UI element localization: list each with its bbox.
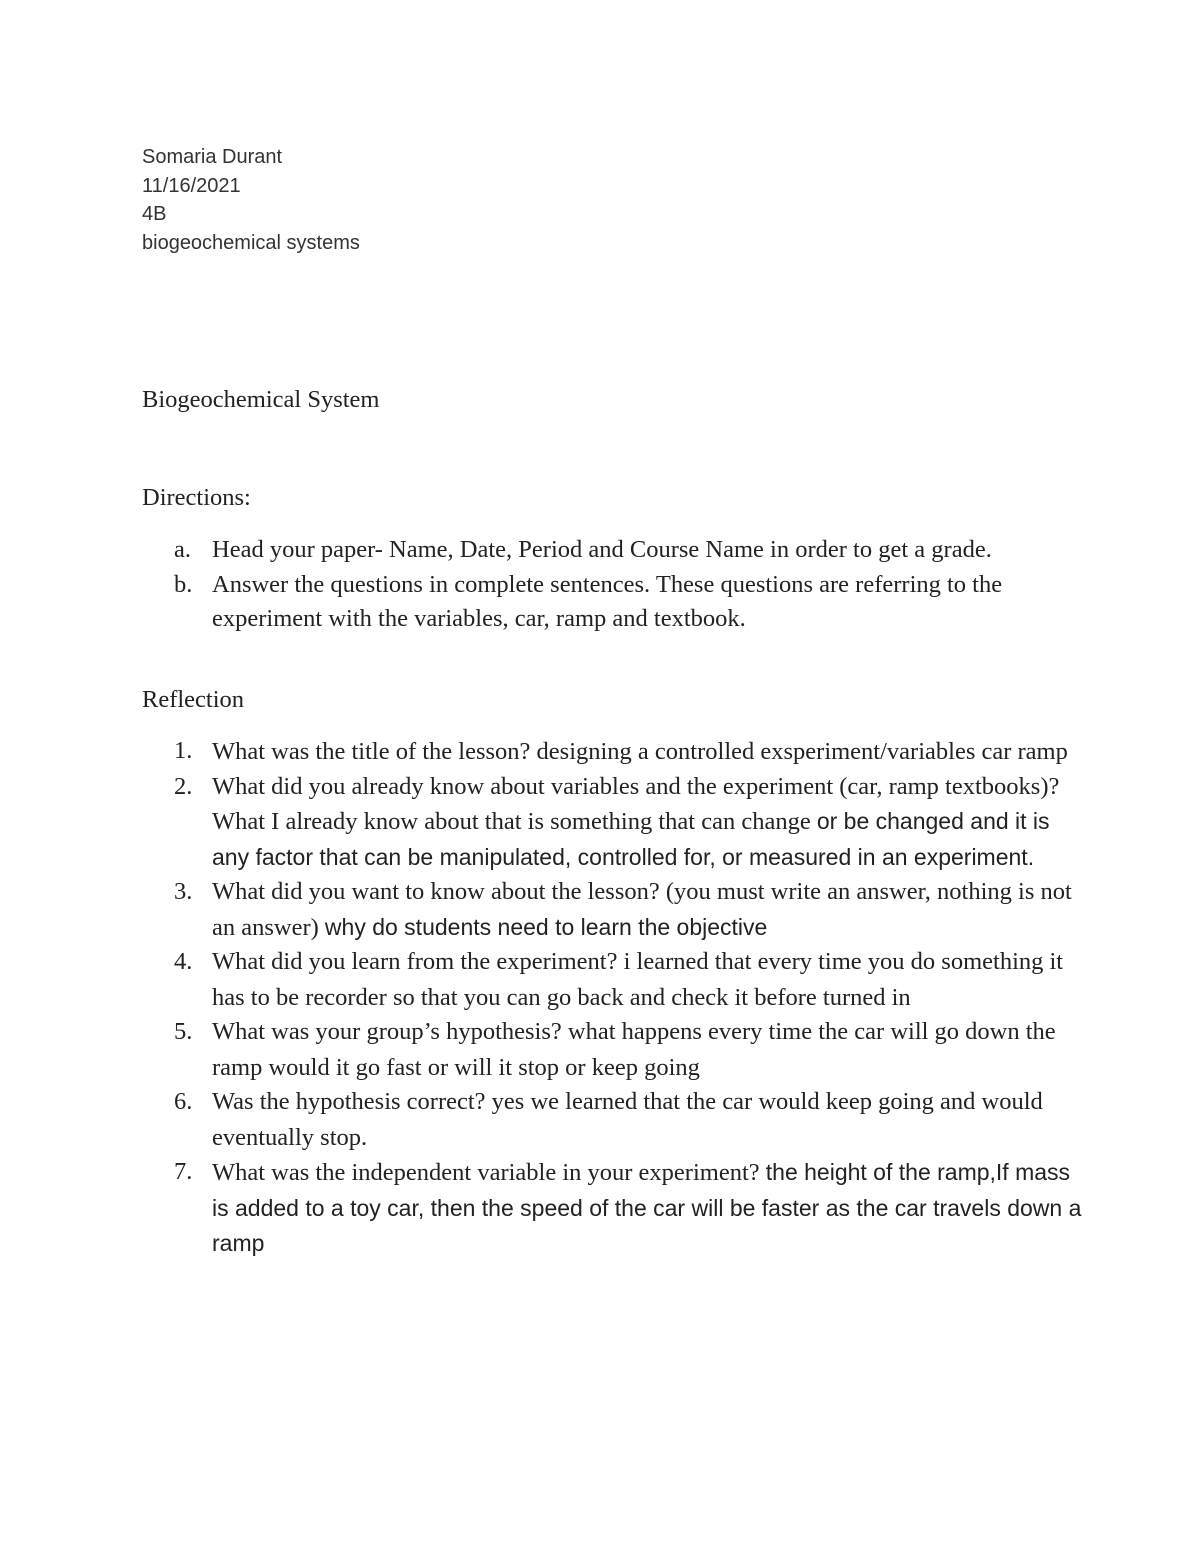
list-item — [142, 1015, 1082, 1085]
list-marker: 3. — [174, 878, 193, 905]
direction-text: Answer the questions in complete sentences. These questions are referring to the experiment with the variables, car, ramp and textbook. — [212, 570, 1003, 632]
list-item — [142, 770, 1082, 876]
directions-heading: Directions: — [142, 484, 251, 511]
question-text: What did you already know about variables and the experiment (car, ramp textbooks)? What I already know about that is something that can change — [212, 772, 1060, 835]
list-item — [142, 1085, 1082, 1155]
list-marker: 2. — [174, 772, 193, 800]
list-marker: 6. — [174, 1088, 193, 1115]
student-name: Somaria Durant — [142, 146, 283, 168]
list-item — [142, 1155, 1082, 1262]
question-text: What was the independent variable in your experiment? — [212, 1159, 766, 1186]
period: 4B — [142, 203, 167, 225]
question-text: What was your group’s hypothesis? what happens every time the car will go down the ramp would it go fast or will it stop or keep going — [212, 1018, 1056, 1081]
question-text: What was the title of the lesson? designing a controlled exsperiment/variables car ramp — [212, 738, 1068, 765]
list-marker: b. — [174, 570, 193, 598]
answer-text: why do students need to learn the objective — [324, 913, 768, 940]
directions-list — [142, 533, 1082, 637]
list-marker: 1. — [174, 737, 193, 764]
list-marker: 4. — [174, 948, 193, 975]
document-title: Biogeochemical System — [142, 386, 380, 413]
list-marker: 5. — [174, 1018, 193, 1045]
answer-text: or be changed and it is any factor that can be manipulated, controlled for, or measured in an experiment. — [212, 808, 1050, 870]
answer-text: the height of the ramp,If mass is added to a toy car, then the speed of the car will be faster as the car travels down a ramp — [212, 1159, 1082, 1256]
date: 11/16/2021 — [142, 174, 241, 197]
list-marker: a. — [174, 536, 191, 563]
question-text: Was the hypothesis correct? yes we learned that the car would keep going and would eventually stop. — [212, 1088, 1043, 1151]
direction-text: Head your paper- Name, Date, Period and Course Name in order to get a grade. — [212, 536, 992, 563]
list-item — [142, 533, 1082, 568]
reflection-list — [142, 734, 1082, 1262]
list-item — [142, 568, 1082, 637]
question-text: What did you learn from the experiment? i learned that every time you do something it has to be recorder so that you can go back and check it before turned in — [212, 948, 1064, 1011]
reflection-heading: Reflection — [142, 686, 245, 713]
list-item — [142, 945, 1082, 1015]
question-text: What did you want to know about the lesson? (you must write an answer, nothing is not an answer) — [212, 878, 1072, 941]
paper-heading — [142, 143, 360, 257]
list-marker: 7. — [174, 1158, 193, 1185]
list-item — [142, 875, 1082, 945]
course-name: biogeochemical systems — [142, 231, 360, 254]
list-item — [142, 734, 1082, 770]
